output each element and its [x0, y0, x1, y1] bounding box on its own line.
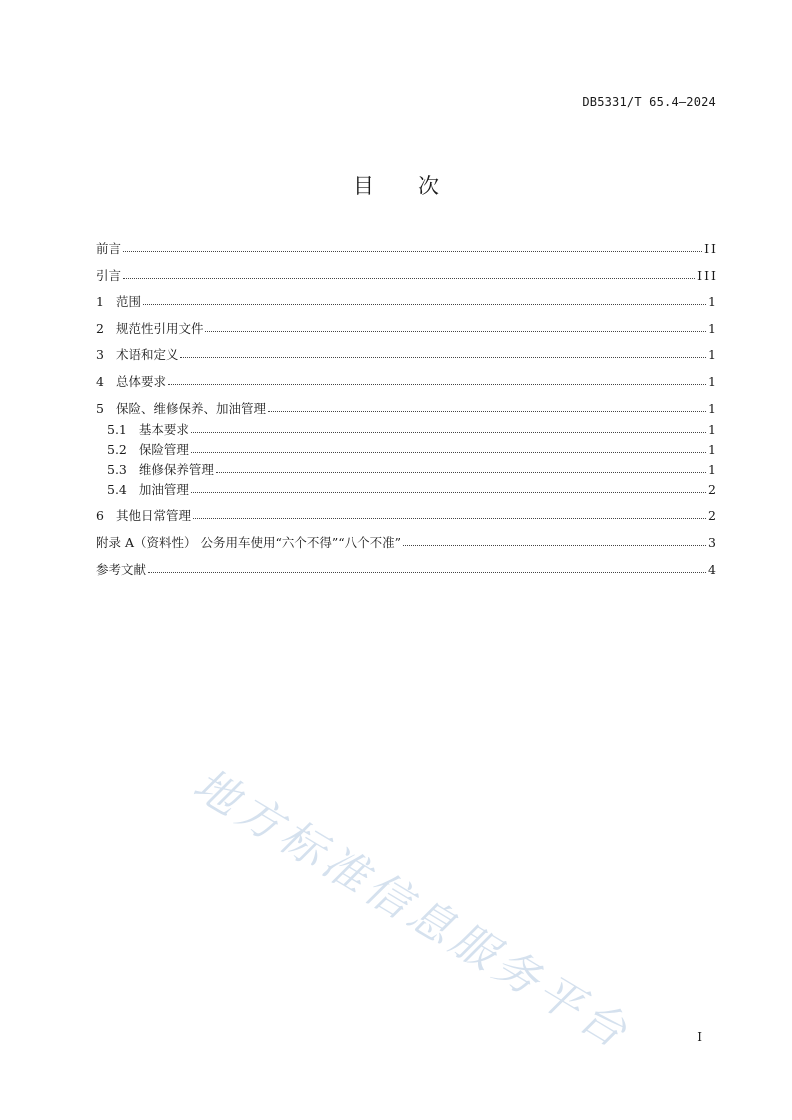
toc-title — [0, 170, 792, 200]
toc-entry-page: 1 — [708, 294, 718, 309]
toc-entry-5-4[interactable] — [107, 482, 716, 498]
toc-entry-page: 1 — [708, 347, 718, 362]
toc-entry-label: 术语和定义 — [115, 347, 179, 362]
toc-entry-number: 5 — [96, 401, 104, 416]
toc-entry-4[interactable] — [96, 374, 716, 390]
toc-entry-page: 2 — [708, 482, 718, 497]
toc-entry-label: 加油管理 — [138, 482, 189, 497]
toc-entry-5-2[interactable] — [107, 442, 716, 458]
toc-entry-label: 引言 — [96, 268, 122, 283]
toc-entry-6[interactable] — [96, 508, 716, 524]
toc-entry-number: 2 — [96, 321, 104, 336]
toc-entry-page: II — [704, 241, 718, 256]
toc-leader-dots — [123, 241, 702, 252]
toc-title-char-2: 次 — [418, 174, 439, 198]
toc-entry-label: 前言 — [96, 241, 122, 256]
toc-entry-5-3[interactable] — [107, 462, 716, 478]
toc-entry-number: 5.1 — [107, 422, 127, 437]
toc-entry-1[interactable] — [96, 294, 716, 310]
toc-leader-dots — [193, 508, 706, 519]
toc-leader-dots — [123, 268, 695, 279]
toc-leader-dots — [191, 422, 706, 433]
toc-entry-label: 维修保养管理 — [138, 462, 214, 477]
toc-leader-dots — [191, 442, 706, 453]
watermark: 地方标准信息服务平台 — [184, 758, 640, 1061]
toc-leader-dots — [403, 535, 706, 546]
toc-entry-label: 基本要求 — [138, 422, 189, 437]
page-number: I — [697, 1030, 702, 1044]
toc-entry-foreword[interactable] — [96, 241, 716, 257]
toc-entry-5[interactable] — [96, 401, 716, 417]
toc-entry-5-1[interactable] — [107, 422, 716, 438]
toc-entry-number: 3 — [96, 347, 104, 362]
toc-title-char-1: 目 — [353, 174, 374, 198]
toc-entry-number: 4 — [96, 374, 104, 389]
toc-entry-page: III — [697, 268, 718, 283]
toc-leader-dots — [180, 347, 706, 358]
toc-entry-label: 规范性引用文件 — [115, 321, 204, 336]
toc-leader-dots — [148, 562, 706, 573]
toc-entry-appendix-a[interactable] — [96, 535, 716, 551]
toc-entry-bibliography[interactable] — [96, 562, 716, 578]
toc-leader-dots — [268, 401, 706, 412]
toc-entry-page: 1 — [708, 401, 718, 416]
toc-entry-label: 参考文献 — [96, 562, 147, 577]
toc-entry-number: 1 — [96, 294, 104, 309]
toc-leader-dots — [191, 482, 706, 493]
toc-entry-2[interactable] — [96, 321, 716, 337]
toc-entry-page: 1 — [708, 422, 718, 437]
toc-leader-dots — [143, 294, 706, 305]
toc-entry-number: 5.4 — [107, 482, 127, 497]
toc-entry-label: 附录 A（资料性） 公务用车使用“六个不得”“八个不准” — [96, 535, 402, 550]
toc-entry-page: 1 — [708, 321, 718, 336]
toc-entry-page: 3 — [708, 535, 718, 550]
toc-entry-number: 5.3 — [107, 462, 127, 477]
toc-entry-3[interactable] — [96, 347, 716, 363]
toc-entry-label: 其他日常管理 — [115, 508, 191, 523]
toc-leader-dots — [168, 374, 706, 385]
toc-entry-label: 总体要求 — [115, 374, 166, 389]
toc-entry-page: 1 — [708, 462, 718, 477]
toc-entry-number: 6 — [96, 508, 104, 523]
toc-leader-dots — [216, 462, 706, 473]
toc-entry-introduction[interactable] — [96, 268, 716, 284]
toc-entry-label: 保险、维修保养、加油管理 — [115, 401, 266, 416]
toc-entry-page: 1 — [708, 374, 718, 389]
toc-entry-label: 保险管理 — [138, 442, 189, 457]
toc-entry-page: 4 — [708, 562, 718, 577]
toc-entry-number: 5.2 — [107, 442, 127, 457]
toc-entry-page: 2 — [708, 508, 718, 523]
toc-entry-page: 1 — [708, 442, 718, 457]
toc-entry-label: 范围 — [115, 294, 141, 309]
toc-leader-dots — [205, 321, 706, 332]
document-code: DB5331/T 65.4—2024 — [582, 95, 716, 109]
